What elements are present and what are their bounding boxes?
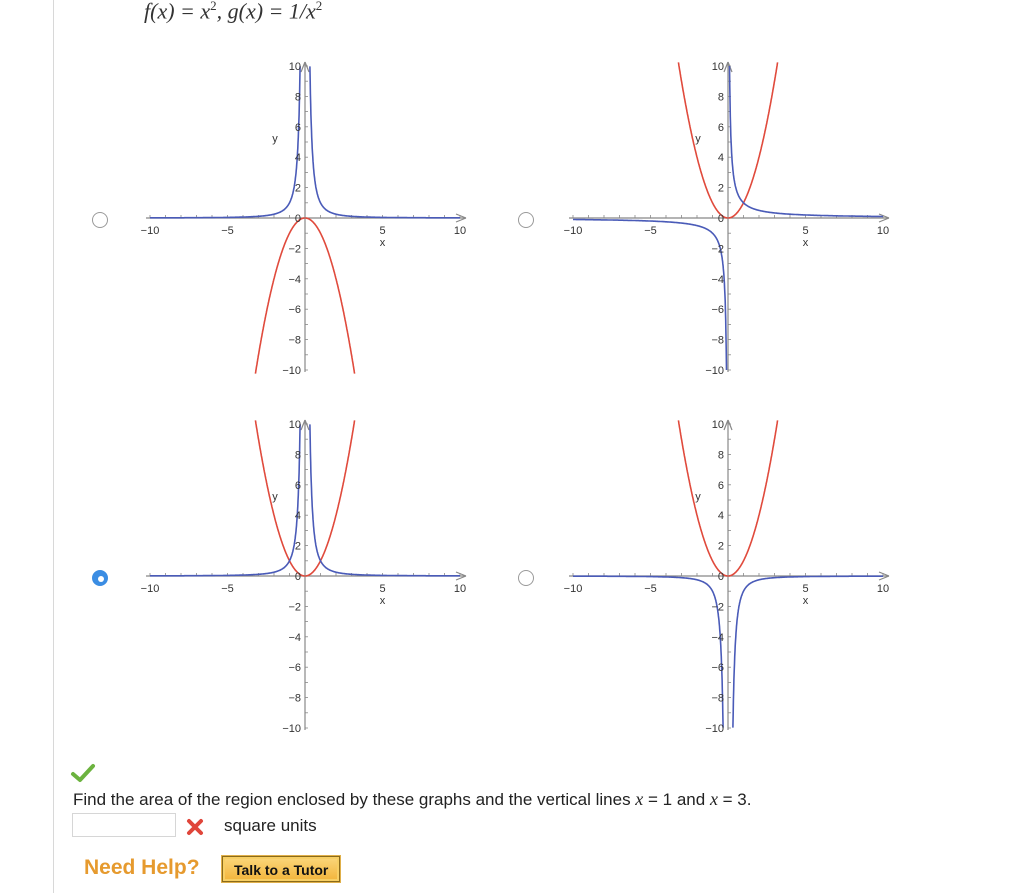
y-tick-label: −4 [288,631,301,644]
question-var-1: x [635,789,644,809]
x-icon [186,818,204,836]
y-tick-label: 4 [717,510,724,523]
x-tick-label: −5 [644,225,657,237]
choice-radio-4[interactable] [518,570,534,586]
y-tick-label: 4 [294,152,301,165]
graph-choice-1 [140,52,505,392]
graph-3-svg [140,410,505,750]
y-tick-label: −6 [288,662,301,675]
y-tick-label: 10 [288,61,301,73]
y-tick-label: 10 [288,419,301,431]
series-curve [573,576,723,727]
y-tick-label: −2 [288,243,301,256]
choice-radio-3[interactable] [92,570,108,586]
y-tick-label: 4 [717,152,724,165]
series-curve [255,420,304,576]
graph-choice-2 [563,52,928,392]
units-label: square units [224,816,317,835]
y-tick-label: −10 [282,365,301,377]
series-curve [305,218,354,374]
x-tick-label: −5 [221,583,234,595]
series-curve [678,62,727,218]
question-var-2: x [709,789,718,809]
x-tick-label: 5 [379,225,386,237]
y-tick-label: 0 [717,571,724,583]
y-tick-label: −4 [711,631,724,644]
y-tick-label: 8 [294,449,301,462]
series-curve [305,420,354,576]
y-tick-label: −4 [711,273,724,286]
y-tick-label: 10 [711,61,724,73]
x-tick-label: −5 [644,583,657,595]
graph-4-svg [563,410,928,750]
answer-input[interactable] [72,813,176,837]
y-tick-label: −2 [711,601,724,614]
question-eq-1: = 1 and [643,790,710,809]
x-tick-label: −10 [563,583,583,595]
series-curve [255,218,304,374]
graph-1-svg [140,52,505,392]
graph-choice-4 [563,410,928,750]
x-tick-label: −10 [140,583,160,595]
y-tick-label: 2 [294,182,301,195]
x-tick-label: −5 [221,225,234,237]
y-tick-label: −8 [288,692,301,705]
question-eq-2: = 3. [717,790,752,809]
choice-radio-1[interactable] [92,212,108,228]
y-tick-label: 0 [717,213,724,225]
question-text [73,789,752,810]
y-tick-label: −2 [288,601,301,614]
function-title: $f(x) = x^2$, $g(x) = 1/x^2$ [144,0,323,24]
y-axis-label: y [695,133,701,145]
y-tick-label: 6 [294,479,301,492]
y-tick-label: 0 [294,213,301,225]
series-curve [730,66,884,217]
content-divider [53,0,54,893]
y-tick-label: −6 [288,304,301,317]
y-tick-label: 8 [294,91,301,104]
x-tick-label: 10 [876,583,890,595]
x-tick-label: 10 [453,583,467,595]
series-curve [573,220,727,371]
graph-choice-3 [140,410,505,750]
series-curve [728,62,777,218]
y-tick-label: 0 [294,571,301,583]
y-tick-label: 6 [294,121,301,134]
x-tick-label: −10 [140,225,160,237]
y-tick-label: 4 [294,510,301,523]
y-axis-label: y [272,133,278,145]
y-tick-label: −8 [711,692,724,705]
y-tick-label: −8 [711,334,724,347]
talk-to-tutor-button[interactable]: Talk to a Tutor [222,856,340,882]
x-axis-label: x [379,595,386,607]
y-tick-label: −10 [705,723,724,735]
series-curve [678,420,727,576]
question-text-main: Find the area of the region enclosed by these graphs and the vertical lines [73,790,636,809]
y-tick-label: −10 [282,723,301,735]
series-curve [728,420,777,576]
y-tick-label: 2 [717,540,724,553]
y-tick-label: −10 [705,365,724,377]
x-axis-label: x [379,237,386,249]
y-tick-label: 8 [717,91,724,104]
y-tick-label: −2 [711,243,724,256]
choice-radio-2[interactable] [518,212,534,228]
y-axis-label: y [272,491,278,503]
y-axis-label: y [695,491,701,503]
y-tick-label: 8 [717,449,724,462]
x-tick-label: 5 [379,583,386,595]
x-axis-label: x [802,595,809,607]
series-curve [310,66,460,217]
y-tick-label: 6 [717,121,724,134]
need-help-label: Need Help? [84,856,200,879]
y-tick-label: −8 [288,334,301,347]
y-tick-label: 6 [717,479,724,492]
y-tick-label: 10 [711,419,724,431]
y-tick-label: −6 [711,662,724,675]
check-icon [70,763,96,783]
y-tick-label: −6 [711,304,724,317]
x-tick-label: 5 [802,583,809,595]
x-tick-label: 10 [876,225,890,237]
y-tick-label: 2 [294,540,301,553]
x-tick-label: 5 [802,225,809,237]
series-curve [310,424,460,575]
y-tick-label: −4 [288,273,301,286]
graph-2-svg [563,52,928,392]
x-tick-label: 10 [453,225,467,237]
x-tick-label: −10 [563,225,583,237]
y-tick-label: 2 [717,182,724,195]
x-axis-label: x [802,237,809,249]
